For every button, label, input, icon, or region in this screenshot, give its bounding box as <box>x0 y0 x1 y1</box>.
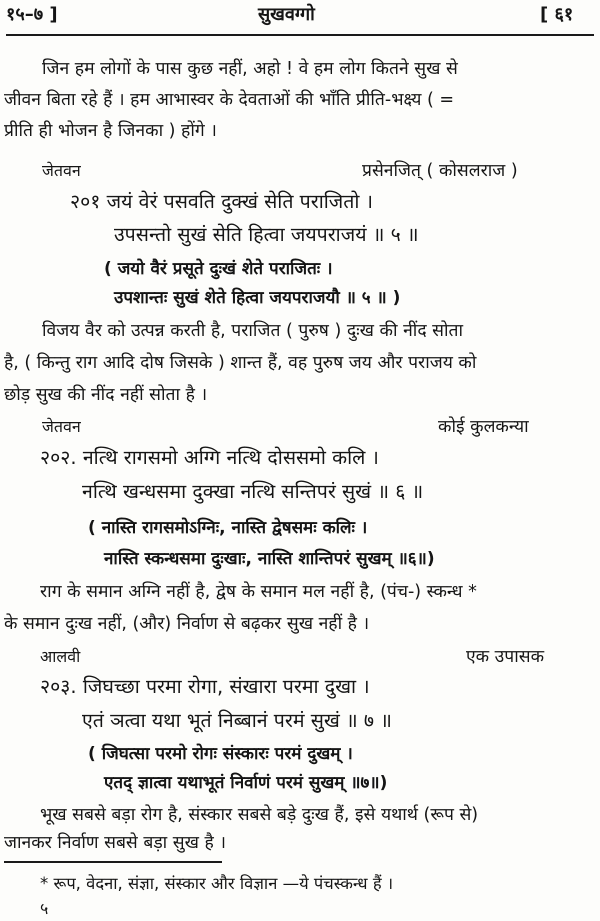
signature-mark: ५ <box>40 899 49 918</box>
v201-place: जेतवन <box>42 161 81 180</box>
v202-translation-line-2: के समान दुःख नहीं, (और) निर्वाण से बढ़कर सुख नहीं है । <box>4 614 370 634</box>
v201-sanskrit-line-1: ( जयो वैरं प्रसूते दुःखं शेते पराजितः । <box>104 259 333 279</box>
v203-translation-line-1: भूख सबसे बड़ा रोग है, संस्कार सबसे बड़े दुःख हैं, इसे यथार्थ (रूप से) <box>40 805 479 825</box>
v203-person: एक उपासक <box>466 647 545 667</box>
v201-sanskrit-line-2: उपशान्तः सुखं शेते हित्वा जयपराजयौ ॥ ५ ॥ ) <box>114 288 401 308</box>
v201-translation-line-1: विजय वैर को उत्पन्न करती है, पराजित ( पुरुष ) दुःख की नींद सोता <box>42 321 464 341</box>
v202-pali-line-2: नत्थि खन्धसमा दुक्खा नत्थि सन्तिपरं सुखं ॥ ६ ॥ <box>82 480 424 503</box>
v203-translation-line-2: जानकर निर्वाण सबसे बड़ा सुख है । <box>4 833 226 853</box>
v201-person: प्रसेनजित् ( कोसलराज ) <box>362 161 518 181</box>
v203-pali-line-1: २०३. जिघच्छा परमा रोगा, संखारा परमा दुखा । <box>40 675 370 698</box>
v203-sanskrit-line-2: एतद् ज्ञात्वा यथाभूतं निर्वाणं परमं सुखम् ॥७॥) <box>104 773 388 793</box>
intro-line-1: जिन हम लोगों के पास कुछ नहीं, अहो ! वे हम लोग कितने सुख से <box>42 59 458 79</box>
footnote-rule <box>4 861 222 863</box>
intro-line-3: प्रीति ही भोजन है जिनका ) होंगे । <box>4 121 217 141</box>
footnote: * रूप, वेदना, संज्ञा, संस्कार और विज्ञान —ये पंचस्कन्ध हैं । <box>40 874 394 893</box>
v201-pali-line-2: उपसन्तो सुखं सेति हित्वा जयपराजयं ॥ ५ ॥ <box>114 223 419 246</box>
header-page-number: [ ६१ <box>540 4 574 25</box>
intro-line-2: जीवन बिता रहे हैं । हम आभास्वर के देवताओं की भाँति प्रीति-भक्ष्य ( = <box>4 90 455 110</box>
v202-pali-line-1: २०२. नत्थि रागसमो अग्गि नत्थि दोससमो कलि । <box>40 446 379 469</box>
v201-translation-line-2: है, ( किन्तु राग आदि दोष जिसके ) शान्त हैं, वह पुरुष जय और पराजय को <box>4 353 477 373</box>
v202-sanskrit-line-2: नास्ति स्कन्धसमा दुःखाः, नास्ति शान्तिपरं सुखम् ॥६॥) <box>104 549 435 569</box>
v201-pali-line-1: २०१ जयं वेरं पसवति दुक्खं सेति पराजितो । <box>70 190 374 213</box>
v201-translation-line-3: छोड़ सुख की नींद नहीं सोता है । <box>4 385 208 405</box>
header-rule <box>6 34 594 36</box>
v203-pali-line-2: एतं ञत्वा यथा भूतं निब्बानं परमं सुखं ॥ ७ ॥ <box>82 709 392 732</box>
v203-sanskrit-line-1: ( जिघत्सा परमो रोगः संस्कारः परमं दुखम् । <box>88 744 353 764</box>
v202-place: जेतवन <box>42 417 81 436</box>
header-page-range: १५–७ ] <box>6 4 58 25</box>
v202-sanskrit-line-1: ( नास्ति रागसमोऽग्निः, नास्ति द्वेषसमः कलिः । <box>88 518 368 538</box>
v203-place: आलवी <box>40 647 81 666</box>
v202-person: कोई कुलकन्या <box>438 417 529 437</box>
v202-translation-line-1: राग के समान अग्नि नहीं है, द्वेष के समान मल नहीं है, (पंच-) स्कन्ध * <box>40 582 477 602</box>
header-chapter-title: सुखवग्गो <box>258 4 315 25</box>
